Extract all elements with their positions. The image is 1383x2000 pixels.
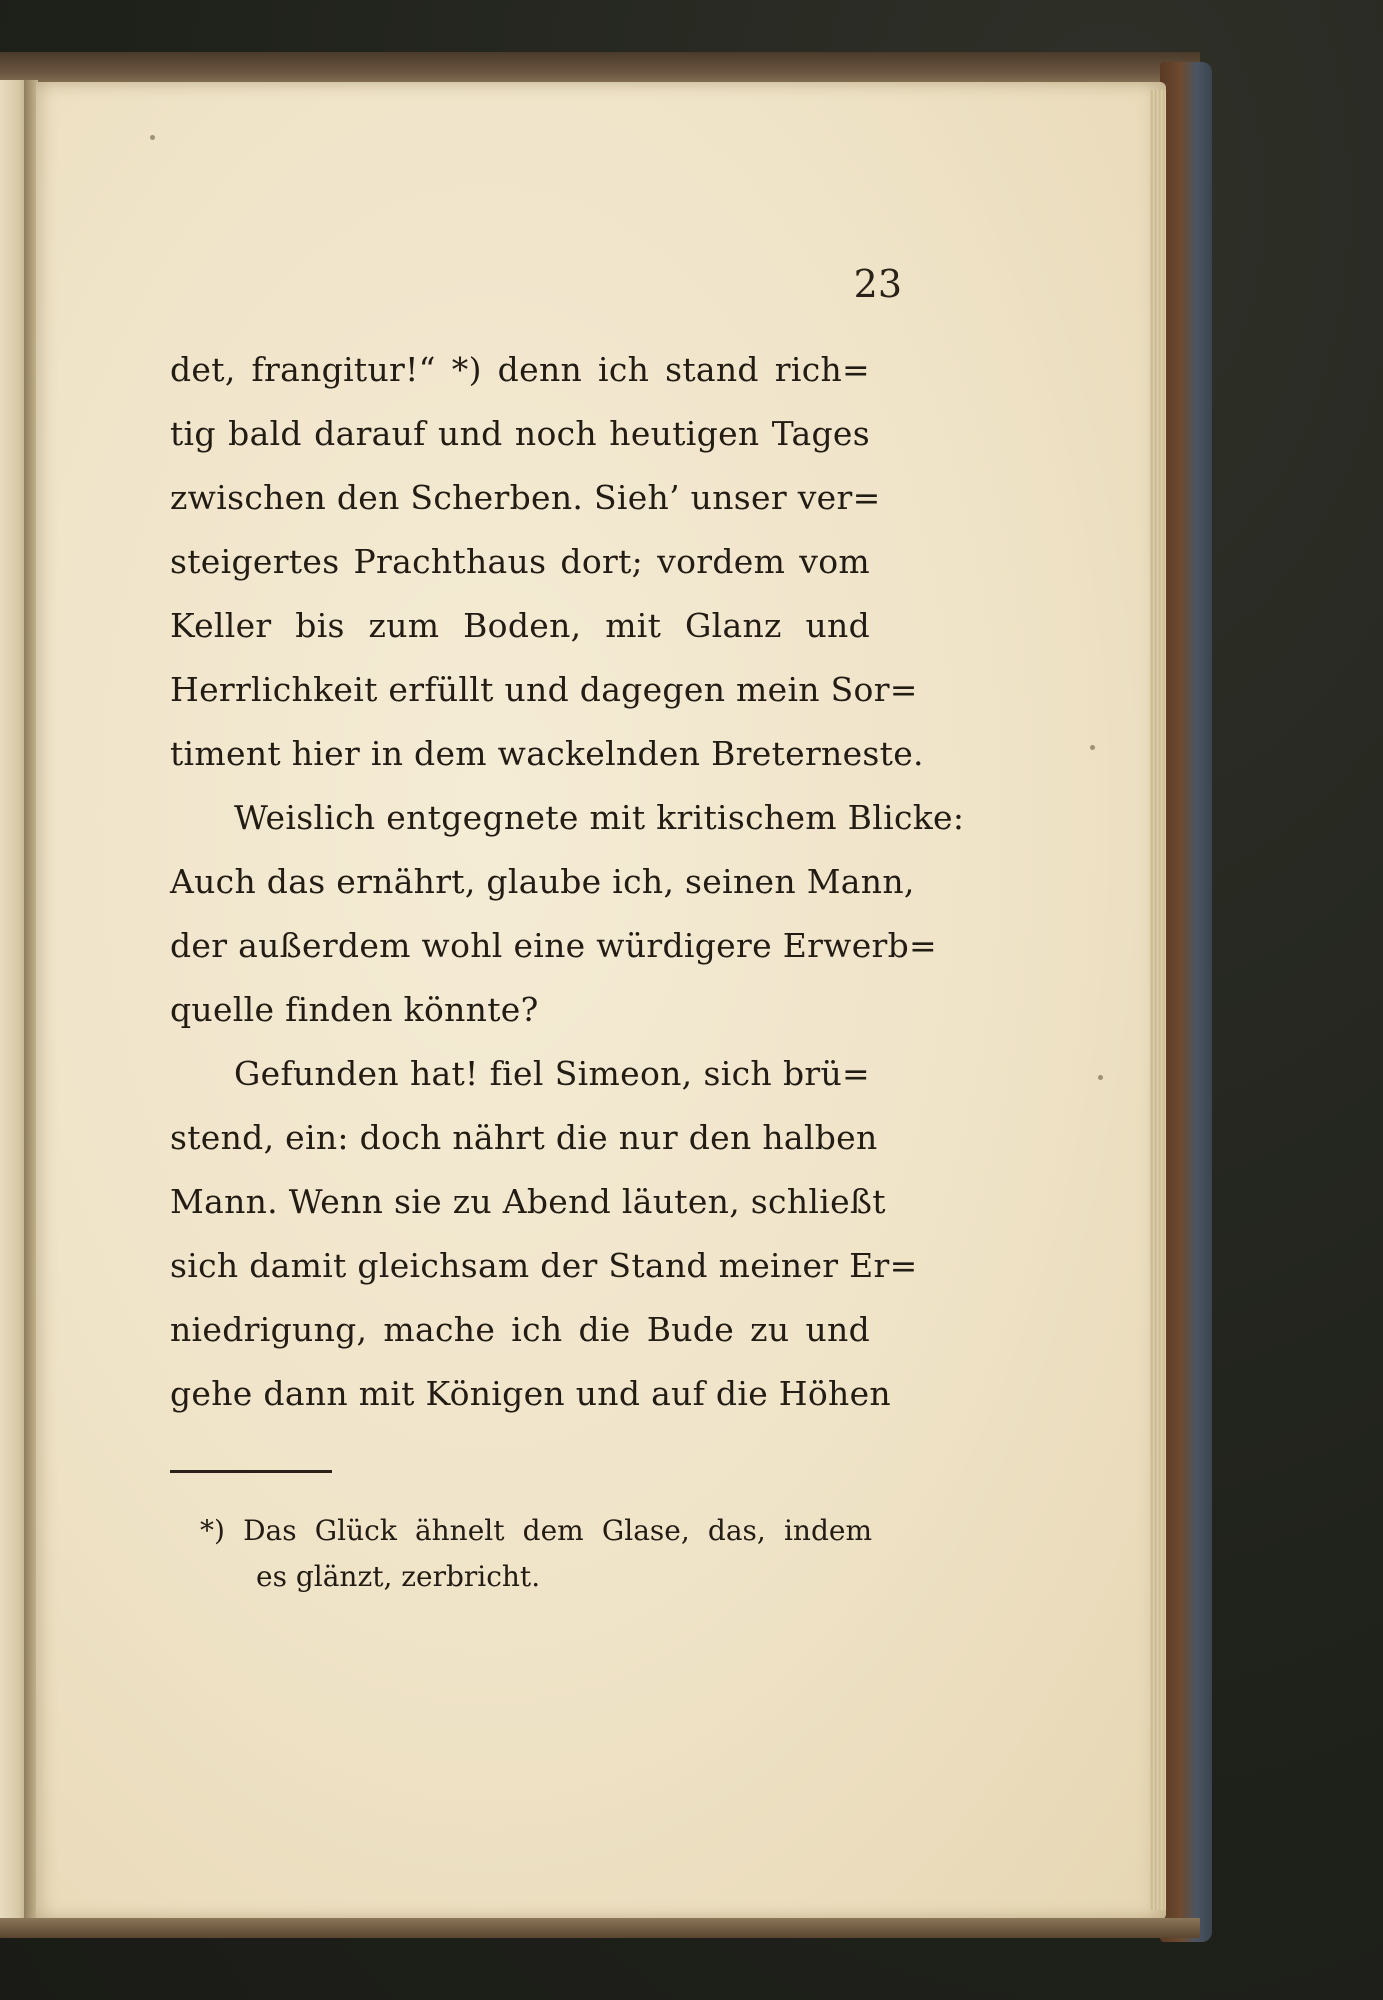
text-line: Weislich entgegnete mit kritischem Blicke:	[234, 798, 965, 837]
paper-speck	[1090, 745, 1095, 750]
text-line: sich damit gleichsam der Stand meiner Er=	[170, 1246, 918, 1285]
text-line: Herrlichkeit erfüllt und dagegen mein Sor=	[170, 670, 918, 709]
text-line: timent hier in dem wackelnden Breterneste.	[170, 734, 924, 773]
paper-speck	[1098, 1075, 1103, 1080]
page-number: 23	[853, 262, 902, 306]
text-line: der außerdem wohl eine würdigere Erwerb=	[170, 926, 937, 965]
footnote	[200, 1508, 872, 1600]
text-line: stend, ein: doch nährt die nur den halben	[170, 1118, 878, 1157]
text-line: det, frangitur!“ *) denn ich stand rich=	[170, 350, 870, 389]
text-line: gehe dann mit Königen und auf die Höhen	[170, 1374, 891, 1413]
bottom-binding	[0, 1918, 1200, 1938]
body-text	[170, 338, 965, 1426]
paper-speck	[150, 135, 155, 140]
text-line: zwischen den Scherben. Sieh’ unser ver=	[170, 478, 881, 517]
text-line: Gefunden hat! fiel Simeon, sich brü=	[234, 1054, 870, 1093]
text-line: Keller bis zum Boden, mit Glanz und	[170, 606, 870, 645]
text-line: Auch das ernährt, glaube ich, seinen Mann,	[170, 862, 915, 901]
text-line: niedrigung, mache ich die Bude zu und	[170, 1310, 870, 1349]
book-cover-edge	[1160, 62, 1212, 1942]
text-line: tig bald darauf und noch heutigen Tages	[170, 414, 870, 453]
footnote-line: es glänzt, zerbricht.	[256, 1560, 541, 1593]
text-line: quelle finden könnte?	[170, 990, 539, 1029]
top-binding	[0, 52, 1200, 86]
footnote-rule	[170, 1470, 332, 1473]
footnote-line: *) Das Glück ähnelt dem Glase, das, indem	[200, 1514, 872, 1547]
text-line: steigertes Prachthaus dort; vordem vom	[170, 542, 870, 581]
text-line: Mann. Wenn sie zu Abend läuten, schließt	[170, 1182, 886, 1221]
page-edges	[1150, 90, 1166, 1910]
